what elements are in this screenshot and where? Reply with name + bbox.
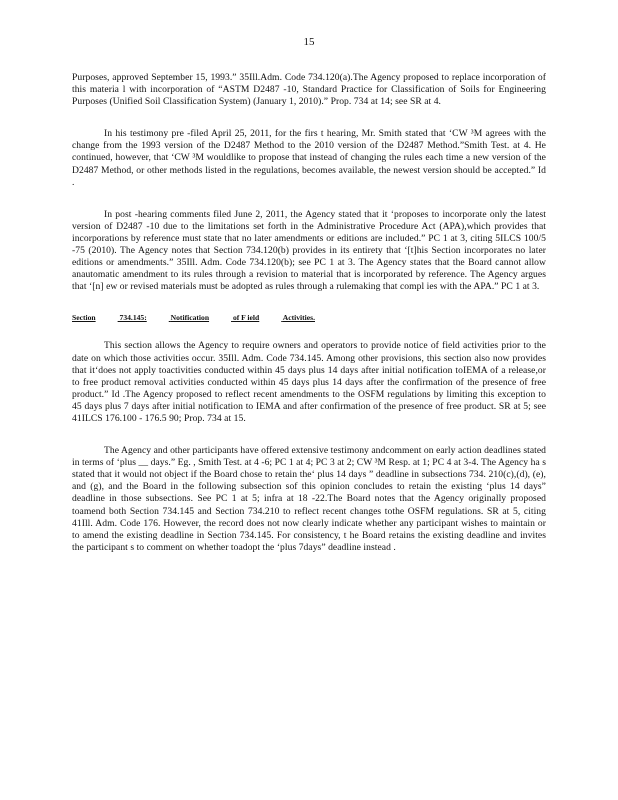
paragraph-4: This section allows the Agency to require owners and operators to provide notice of field activities prior to the date on which those activities occur. 35Ill. Adm. Code 734.145. Among other provisions, this section also now provides that it‘does not apply toactivities conducted within 45 days plus 14 days after initial notification toIEMA of a release,or to free product removal activities conducted within 45 days plus 14 days after the confirmation of the presence of free product.” Id .The Agency proposed to reflect recent amendments to the OSFM regulations by limiting this exception to 45 days plus 7 days after initial notification to IEMA and after confirmation of the presence of free product. SR at 5; see 41ILCS 176.100 - 176.5 90; Prop. 734 at 15. — [72, 340, 546, 424]
document-body — [72, 72, 546, 574]
page-number: 15 — [303, 36, 315, 48]
paragraph-3: In post -hearing comments filed June 2, 2011, the Agency stated that it ‘proposes to incorporate only the latest version of D2487 -10 due to the limitations set forth in the Administrative Procedure Act (APA),which provides that incorporations by reference must state that no later amendments or editions are included.” PC 1 at 3, citing 5ILCS 100/5 -75 (2010). The Agency notes that Section 734.120(b) provides in its entirety that ‘[t]his Section incorporates no later editions or amendments.” 35Ill. Adm. Code 734.120(b); see PC 1 at 3. The Agency states that the Board cannot allow anautomatic amendment to its rules through a revision to material that is incorporated by reference. The Agency argues that ‘[n] ew or revised materials must be adopted as rules through a rulemaking that compl ies with the APA.” PC 1 at 3. — [72, 208, 546, 293]
heading-title-part-2: of F ield — [232, 313, 260, 323]
paragraph-5: The Agency and other participants have offered extensive testimony andcomment on early action deadlines stated in terms of ‘plus __ days.” Eg. , Smith Test. at 4 -6; PC 1 at 4; PC 3 at 2; CW ³M Resp. at 1; PC 4 at 3-4. The Agency ha s stated that it would not object if the Board chose to retain the‘ plus 14 days ” deadline in subsections 734. 210(c),(d), (e), and (g), and the Board in the following subsection sof this opinion concludes to retain the existing ‘plus 14 days” deadline in those subsections. See PC 1 at 5; infra at 18 -22.The Board notes that the Agency originally proposed toamend both Section 734.145 and Section 734.210 to reflect recent changes tothe OSFM regulations. SR at 5, citing 41Ill. Adm. Code 176. However, the record does not now clearly indicate whether any participant wishes to maintain or to amend the existing deadline in Section 734.145. For consistency, t he Board retains the existing deadline and invites the participant s to comment on whether toadopt the ‘plus 7days” deadline instead . — [72, 445, 546, 553]
paragraph-2: In his testimony pre -filed April 25, 2011, for the firs t hearing, Mr. Smith stated that ‘CW ³M agrees with the change from the 1993 version of the D2487 Method to the 2010 version of the D2487 Method.”Smith Test. at 4. He continued, however, that ‘CW ³M wouldlike to propose that instead of changing the rules each time a new version of the D2487 Method, or other methods listed in the regulations, becomes available, the newest version should be accepted.” Id . — [72, 128, 546, 188]
section-heading — [72, 313, 546, 322]
heading-section-word: Section — [72, 313, 96, 323]
heading-section-number: 734.145: — [119, 313, 147, 323]
heading-title-part-1: Notification — [170, 313, 210, 323]
paragraph-1: Purposes, approved September 15, 1993.” 35Ill.Adm. Code 734.120(a).The Agency proposed to replace incorporation of this materia l with incorporation of “ASTM D2487 -10, Standard Practice for Classification of Soils for Engineering Purposes (Unified Soil Classification System) (January 1, 2010).” Prop. 734 at 14; see SR at 4. — [72, 72, 546, 108]
heading-title-part-3: Activities. — [282, 313, 315, 323]
